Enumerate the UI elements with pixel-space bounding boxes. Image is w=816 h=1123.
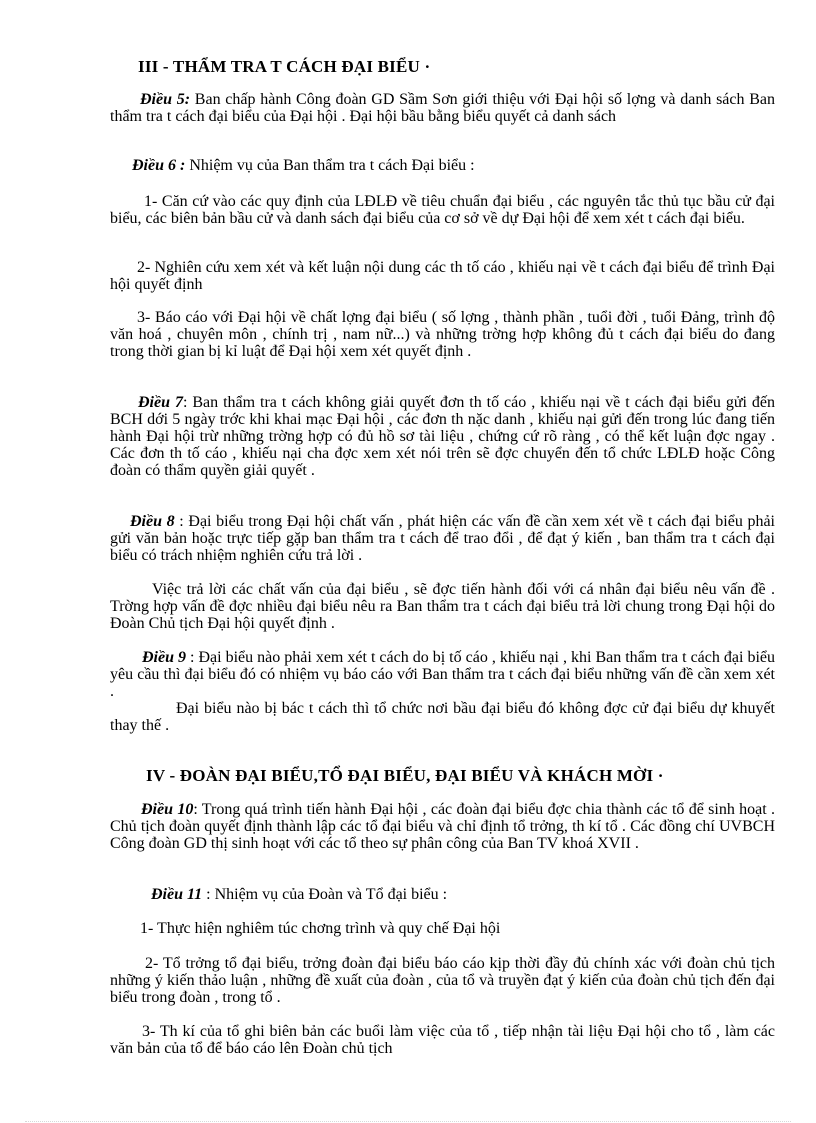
- article-5-text: Ban chấp hành Công đoàn GD Sầm Sơn giới thiệu với Đại hội số lợng và danh sách Ban thẩm tra t cách đại biểu của Đại hội . Đại hội bầu bằng biểu quyết cả danh sách: [110, 91, 775, 125]
- article-6-text: Nhiệm vụ của Ban thẩm tra t cách Đại biểu :: [185, 157, 475, 174]
- article-8-text: : Đại biểu trong Đại hội chất vấn , phát hiện các vấn đề cần xem xét về t cách đại biểu phải gửi văn bản hoặc trực tiếp gặp ban thẩm tra t cách để trao đổi , để đạt ý kiến , ban thẩm tra t cách đại biểu có trách nhiệm nghiên cứu trả lời .: [110, 513, 776, 564]
- article-9: [110, 649, 775, 700]
- section-3-heading: III - THẨM TRA T CÁCH ĐẠI BIỂU ·: [138, 57, 431, 76]
- article-9-label: Điều 9: [142, 649, 187, 666]
- article-11: [110, 886, 775, 903]
- article-8-para-2: Việc trả lời các chất vấn của đại biểu , sẽ đợc tiến hành đối với cá nhân đại biểu nêu vấn đề . Trờng hợp vấn đề đợc nhiều đại biểu nêu ra Ban thẩm tra t cách đại biểu trả lời chung trong Đại hội do Đoàn Chủ tịch Đại hội quyết định .: [110, 581, 775, 632]
- article-11-text: : Nhiệm vụ của Đoàn và Tổ đại biểu :: [202, 886, 448, 903]
- article-7-label: Điều 7: [138, 394, 183, 411]
- article-6-label: Điều 6 :: [132, 157, 186, 174]
- article-10: [110, 801, 775, 852]
- article-7: [110, 394, 775, 479]
- article-10-text: : Trong quá trình tiến hành Đại hội , các đoàn đại biểu đợc chia thành các tổ để sinh hoạt . Chủ tịch đoàn quyết định thành lập các tổ đại biểu và chỉ định tổ trởng, th kí tổ . Các đồng chí UVBCH Công đoàn GD thị sinh hoạt với các tổ theo sự phân công của Ban TV khoá XVII .: [110, 801, 776, 852]
- section-4-number: IV: [146, 766, 165, 785]
- article-8-label: Điều 8: [130, 513, 175, 530]
- article-7-text: : Ban thẩm tra t cách không giải quyết đơn th tố cáo , khiếu nại về t cách đại biểu gửi đến BCH dới 5 ngày trớc khi khai mạc Đại hội , các đơn th nặc danh , khiếu nại gửi đến trong lúc đang tiến hành Đại hội trừ những trờng hợp có đủ hồ sơ tài liệu , chứng cứ rõ ràng , có thể kết luận đợc ngay . Các đơn th tố cáo , khiếu nại cha đợc xem xét nói trên sẽ đợc chuyển đến tổ chức LĐLĐ hoặc Công đoàn có thẩm quyền giải quyết .: [110, 394, 776, 479]
- article-6: [110, 157, 775, 174]
- section-4-title: - ĐOÀN ĐẠI BIỂU,TỔ ĐẠI BIỂU, ĐẠI BIỂU VÀ KHÁCH MỜI ·: [165, 766, 664, 785]
- article-6-item-1: 1- Căn cứ vào các quy định của LĐLĐ về tiêu chuẩn đại biểu , các nguyên tắc thủ tục bầu cử đại biểu, các biên bản bầu cử và danh sách đại biểu của cơ sở về dự Đại hội để xem xét t cách đại biểu.: [110, 193, 775, 227]
- article-6-item-2: 2- Nghiên cứu xem xét và kết luận nội dung các th tố cáo , khiếu nại về t cách đại biểu để trình Đại hội quyết định: [110, 259, 775, 293]
- article-11-item-3: 3- Th kí của tổ ghi biên bản các buổi làm việc của tổ , tiếp nhận tài liệu Đại hội cho tổ , làm các văn bản của tổ để báo cáo lên Đoàn chủ tịch: [110, 1023, 775, 1057]
- article-11-item-2: 2- Tổ trởng tổ đại biểu, trởng đoàn đại biểu báo cáo kịp thời đầy đủ chính xác với đoàn chủ tịch những ý kiến thảo luận , những đề xuất của đoàn , của tổ và truyền đạt ý kiến của đoàn chủ tịch đến đại biểu trong đoàn , trong tổ .: [110, 955, 775, 1006]
- article-11-label: Điều 11: [151, 886, 203, 903]
- article-8: [110, 513, 775, 564]
- article-10-label: Điều 10: [141, 801, 194, 818]
- section-4-heading: [146, 767, 664, 784]
- article-9-para-2: Đại biểu nào bị bác t cách thì tổ chức nơi bầu đại biểu đó không đợc cử đại biểu dự khuyết thay thế .: [110, 700, 775, 734]
- page-bottom-divider: [25, 1121, 791, 1122]
- article-5: [110, 91, 775, 125]
- article-9-text: : Đại biểu nào phải xem xét t cách do bị tố cáo , khiếu nại , khi Ban thẩm tra t cách đại biểu yêu cầu thì đại biểu đó có nhiệm vụ báo cáo với Ban thẩm tra t cách đại biểu những vấn đề cần xem xét .: [110, 649, 776, 700]
- article-6-item-3: 3- Báo cáo với Đại hội về chất lợng đại biểu ( số lợng , thành phần , tuổi đời , tuổi Đảng, trình độ văn hoá , chuyên môn , chính trị , nam nữ...) và những trờng hợp không đủ t cách đại biểu do đang trong thời gian bị kỉ luật để Đại hội xem xét quyết định .: [110, 309, 775, 360]
- article-5-label: Điều 5:: [140, 91, 191, 108]
- article-11-item-1: 1- Thực hiện nghiêm túc chơng trình và quy chế Đại hội: [140, 920, 501, 937]
